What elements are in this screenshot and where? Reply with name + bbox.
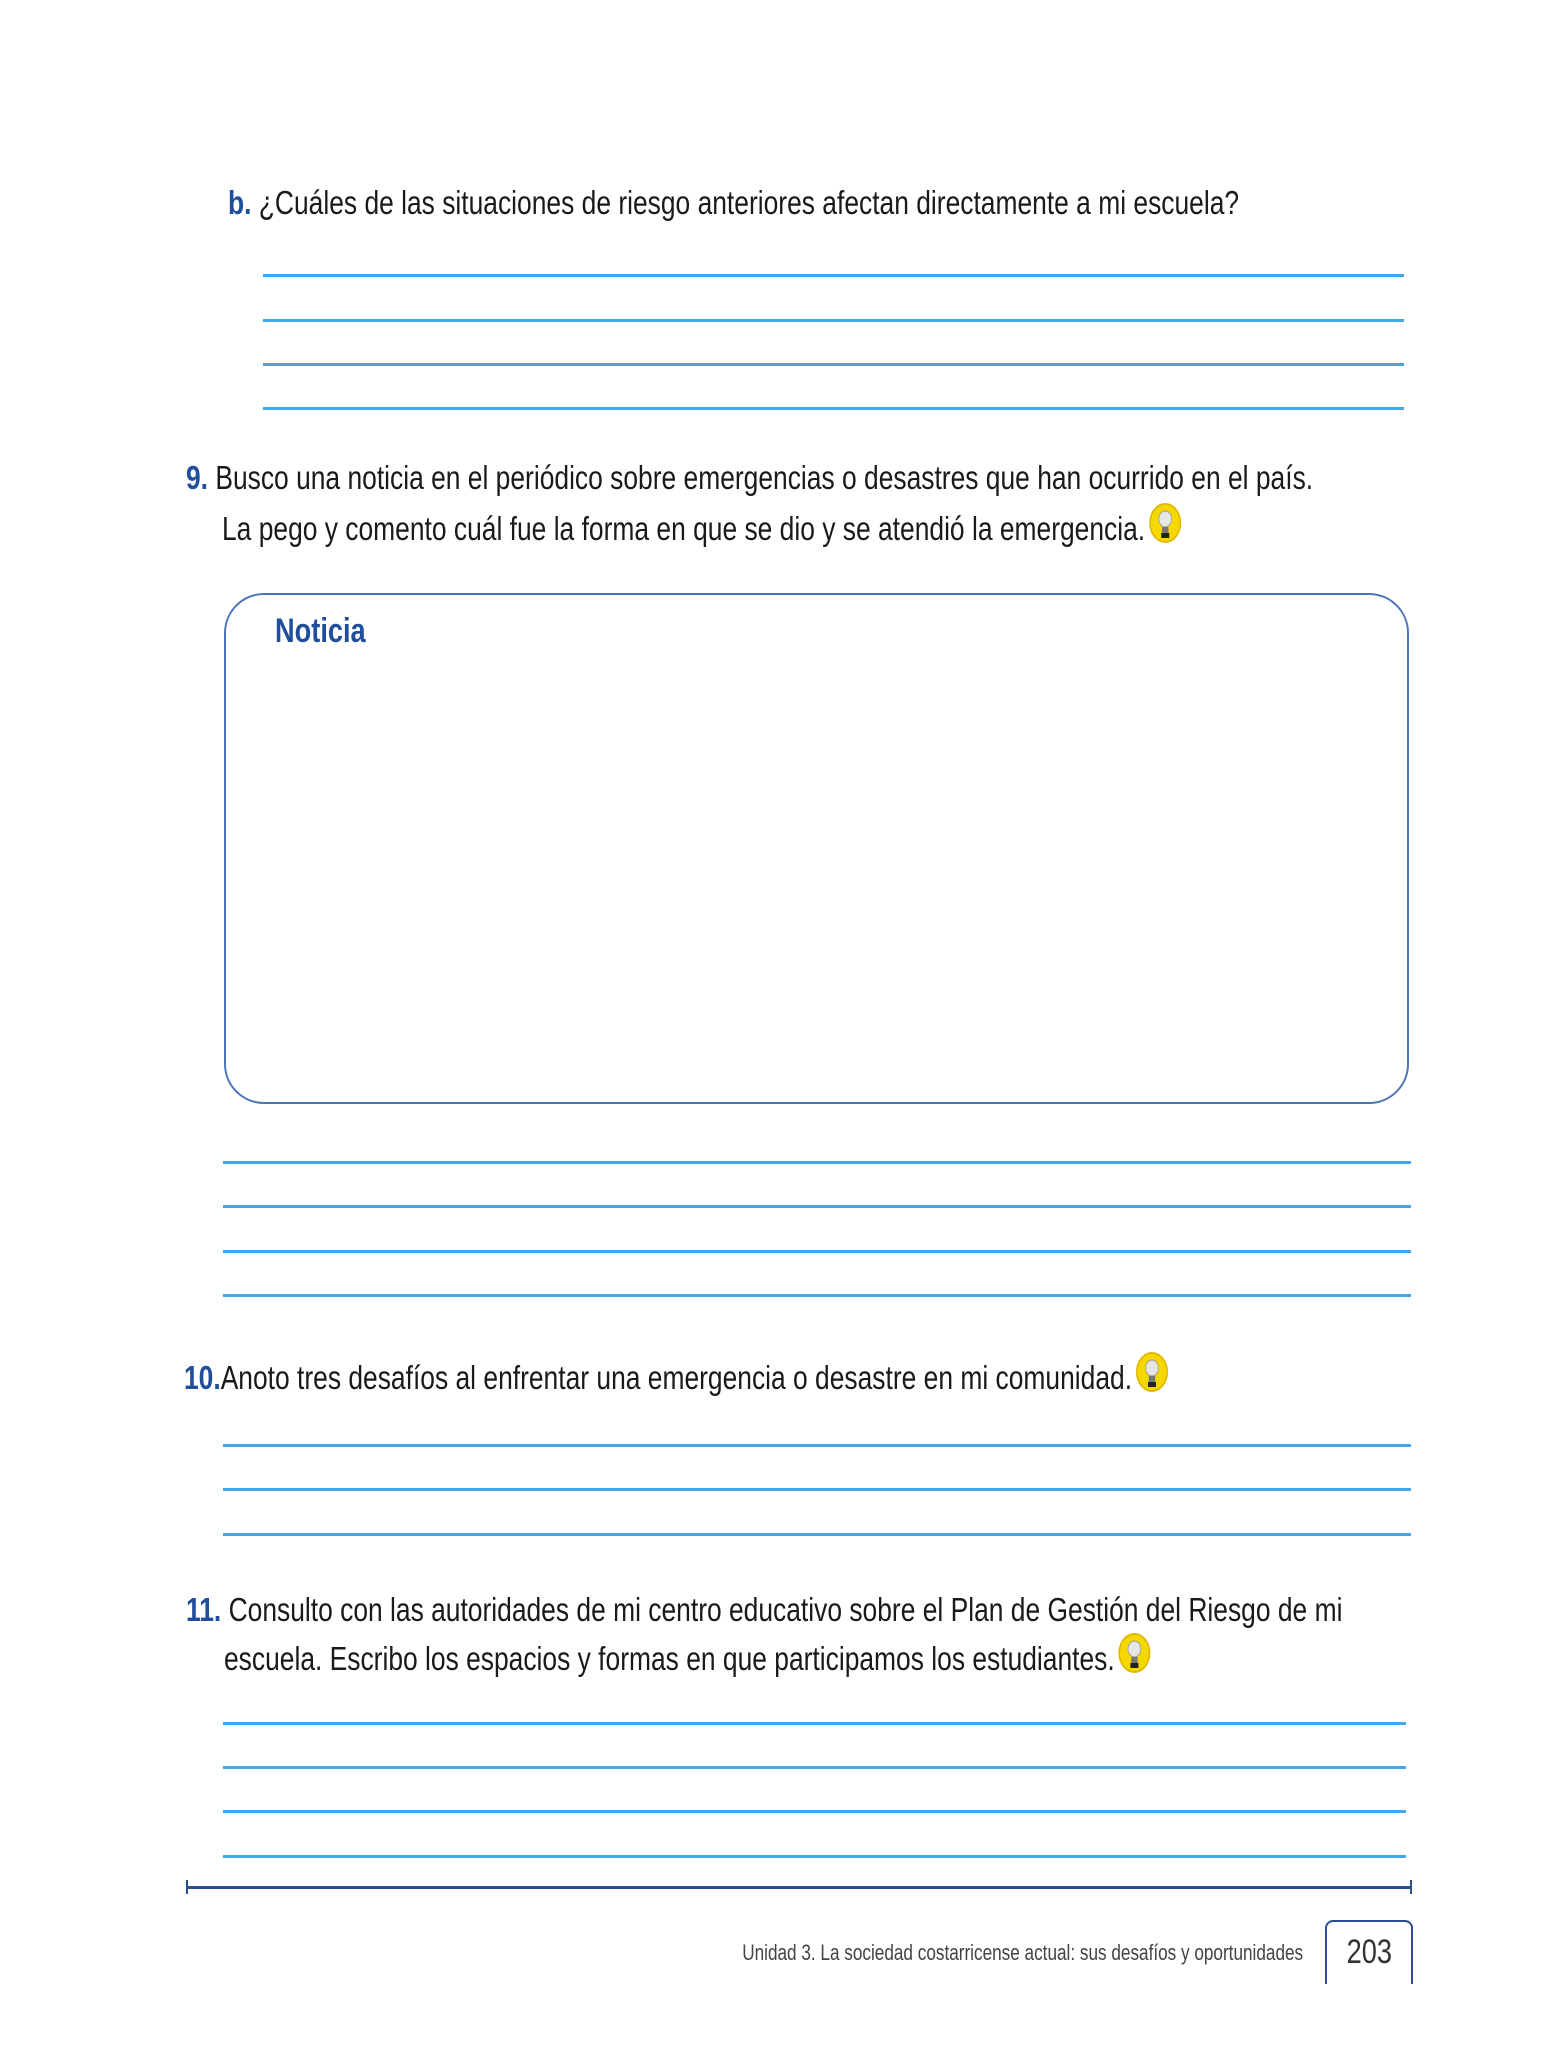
answer-line[interactable]: [263, 274, 1404, 277]
noticia-box[interactable]: [224, 593, 1409, 1104]
question-9-text-1: Busco una noticia en el periódico sobre emergencias o desastres que han ocurrido en el país.: [215, 459, 1314, 496]
question-11-line2: [224, 1632, 1152, 1679]
answer-line[interactable]: [223, 1294, 1411, 1297]
answer-line[interactable]: [263, 363, 1404, 366]
page-number-tab: [1325, 1920, 1413, 1984]
question-11-text-1: Consulto con las autoridades de mi centro educativo sobre el Plan de Gestión del Riesgo de mi: [228, 1591, 1343, 1628]
answer-line[interactable]: [223, 1205, 1411, 1208]
answer-line[interactable]: [223, 1444, 1411, 1447]
question-b-text: ¿Cuáles de las situaciones de riesgo anteriores afectan directamente a mi escuela?: [258, 184, 1240, 221]
noticia-title: Noticia: [275, 612, 366, 650]
answer-line[interactable]: [263, 407, 1404, 410]
answer-line[interactable]: [223, 1250, 1411, 1253]
question-11-number: 11.: [186, 1591, 222, 1628]
answer-line[interactable]: [223, 1855, 1406, 1858]
question-9-line1: [186, 458, 1313, 498]
question-11-text-2: escuela. Escribo los espacios y formas en que participamos los estudiantes.: [224, 1640, 1115, 1677]
footer-unit-title: Unidad 3. La sociedad costarricense actual: sus desafíos y oportunidades: [742, 1940, 1303, 1965]
page-number: 203: [1346, 1933, 1392, 1971]
answer-line[interactable]: [223, 1722, 1406, 1725]
lightbulb-icon: [1148, 502, 1182, 548]
question-9-line2: [222, 502, 1182, 549]
answer-line[interactable]: [263, 319, 1404, 322]
lightbulb-icon: [1135, 1351, 1169, 1397]
answer-line[interactable]: [223, 1810, 1406, 1813]
answer-line[interactable]: [223, 1488, 1411, 1491]
answer-line[interactable]: [223, 1766, 1406, 1769]
question-10: [184, 1351, 1169, 1398]
question-10-number: 10.: [184, 1359, 221, 1396]
footer-divider-tick: [1410, 1880, 1412, 1894]
answer-line[interactable]: [223, 1161, 1411, 1164]
question-9-number: 9.: [186, 459, 209, 496]
footer-divider-tick: [186, 1880, 188, 1894]
question-10-text: Anoto tres desafíos al enfrentar una emergencia o desastre en mi comunidad.: [220, 1359, 1133, 1396]
question-11-line1: [186, 1590, 1342, 1630]
lightbulb-icon: [1118, 1632, 1152, 1678]
question-b: [228, 183, 1239, 223]
question-9-text-2: La pego y comento cuál fue la forma en que se dio y se atendió la emergencia.: [222, 510, 1146, 547]
question-b-marker: b.: [228, 184, 252, 221]
footer-divider: [186, 1886, 1412, 1889]
answer-line[interactable]: [223, 1533, 1411, 1536]
